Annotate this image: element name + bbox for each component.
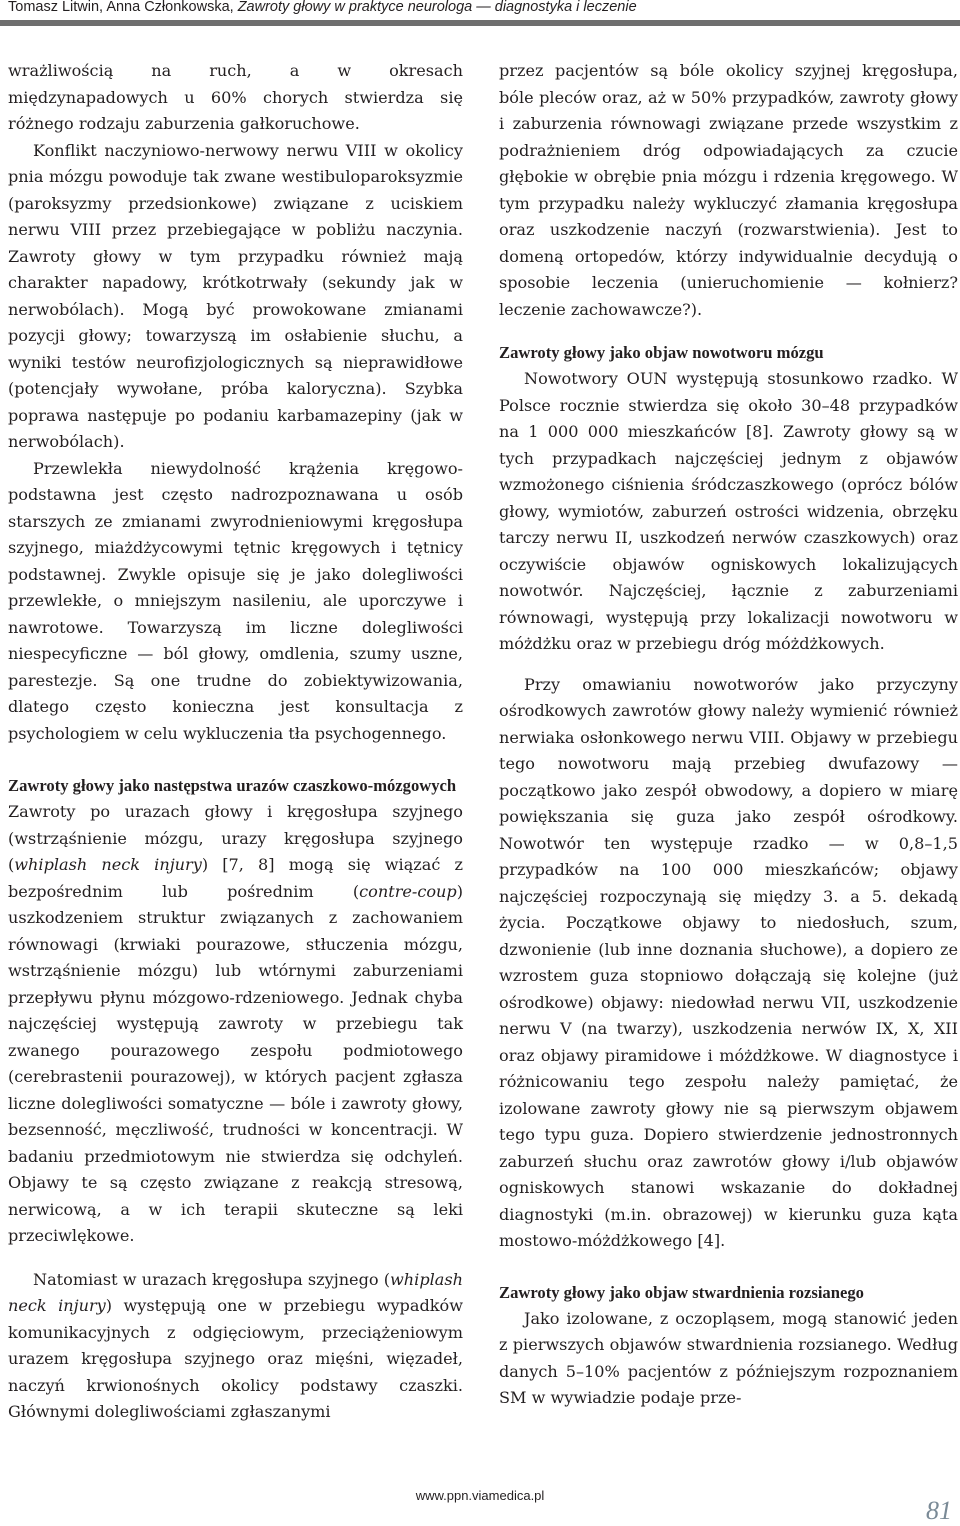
section-heading-ms: Zawroty głowy jako objaw stwardnienia rozsianego [499,1282,864,1302]
text-run: Natomiast w urazach kręgosłupa szyjnego ( [33,1269,391,1289]
left-paragraph-4 [8,799,463,1250]
section-heading-trauma: Zawroty głowy jako następstwa urazów czaszkowo-mózgowych [8,776,457,795]
left-paragraph-1: wrażliwością na ruch, a w okresach międzynapadowych u 60% chorych stwierdza się różnego rodzaju zaburzenia gałkoruchowe. [8,61,463,133]
text-run: ) uszkodzeniem struktur związanych z zachowaniem równowagi (krwiaki pourazowe, stłuczenia mózgu, wstrząśnienie mózgu) lub wtórnymi zaburzeniami przepływu płynu mózgowo-rdzeniowego. Jednak chyba najczęściej występują zawroty w przebiegu tak zwanego pourazowego zespołu podmiotowego (cerebrastenii pourazowej), w których pacjent zgłasza liczne dolegliwości somatyczne — bóle i zawroty głowy, bezsenność, męczliwość, trudności w koncentracji. W badaniu przedmiotowym nie stwierdza się odchyleń. Objawy te są często związane z reakcją stresową, nerwicową, a w ich terapii skuteczne są leki przeciwlękowe. [8,881,463,1245]
right-paragraph-3: Przy omawianiu nowotworów jako przyczyny ośrodkowych zawrotów głowy należy wymienić również nerwiaka osłonkowego nerwu VIII. Objawy w przebiegu tego nowotworu mają przebieg dwufazowy — początkowo jako zespół obwodowy, a dopiero w miarę powiększania się guza jako zespół ośrodkowy. Nowotwór ten występuje rzadko — w 0,8–1,5 przypadków na 100 000 mieszkańców; objawy najczęściej rozpoczynają się między 3. a 5. dekadą życia. Początkowe objawy to niedosłuch, szum, dzwonienie (lub inne doznania słuchowe), a dopiero ze wzrostem guza stopniowo dołączają się kolejne (już ośrodkowe) objawy: niedowład nerwu VII, uszkodzenie nerwu V (na twarzy), uszkodzenia nerwów IX, X, XII oraz objawy piramidowe i móżdżkowe. W diagnostyce i różnicowaniu tego zespołu należy pamiętać, że izolowane zawroty głowy nie są pierwszym objawem tego typu guza. Dopiero stwierdzenie jednostronnych zaburzeń słuchu oraz zawrotów głowy i/lub objawów ogniskowych stanowi wskazanie do dokładnej diagnostyki (m.in. obrazowej) w kierunku guza kąta mostowo-móżdżkowego [4]. [499,674,958,1250]
right-paragraph-2: Nowotwory OUN występują stosunkowo rzadko. W Polsce rocznie stwierdza się około 30–48 przypadków na 1 000 000 mieszkańców [8]. Zawroty głowy są w tych przypadkach najczęściej jednym z objawów wzmożonego ciśnienia śródczaszkowego (oprócz bólów głowy, wymiotów, zaburzeń ostrości widzenia, obrzęku tarczy nerwu II, uszkodzeń nerwów czaszkowych) oraz oczywiście objawów ogniskowych lokalizujących nowotwór. Najczęściej, łącznie z zaburzeniami równowagi, występują przy lokalizacji nowotworu w móżdżku oraz w przebiegu dróg móżdżkowych. [499,369,958,653]
spacer [499,658,958,672]
italic-term: contre-coup [359,881,457,901]
spacer [8,1250,463,1267]
spacer [499,323,958,340]
left-column [8,58,463,1426]
header-title: Zawroty głowy w praktyce neurologa — diagnostyka i leczenie [237,0,637,15]
section-heading-tumor: Zawroty głowy jako objaw nowotworu mózgu [499,343,824,362]
spacer [499,1255,958,1280]
left-paragraph-5 [8,1267,463,1426]
header-rule [0,20,960,26]
left-paragraph-2: Konflikt naczyniowo-nerwowy nerwu VIII w okolicy pnia mózgu powoduje tak zwane westibuloparoksyzmie (paroksyzmy przedsionkowe) związane z uciskiem nerwu VIII przez przebiegające w pobliżu naczynia. Zawroty głowy w tym przypadku również mają charakter napadowy, krótkotrwały (sekundy jak w nerwobólach). Mogą być prowokowane zmianami pozycji głowy; towarzyszą im osłabienie słuchu, a wyniki testów neurofizjologicznych są nieprawidłowe (potencjały wywołane, próba kaloryczna). Szybka poprawa następuje po podaniu karbamazepiny (jak w nerwobólach). [8,140,463,451]
italic-term: whiplash neck injury [8,1269,463,1315]
header-authors: Tomasz Litwin, Anna Członkowska, [8,0,238,15]
left-paragraph-3: Przewlekła niewydolność krążenia kręgowo-podstawna jest często nadrozpoznawana u osób starszych ze zmianami zwyrodnieniowymi kręgosłupa szyjnego, miażdżycowymi tętnic kręgowych i tętnicy podstawnej. Zwykle opisuje się je jako dolegliwości przewlekłe, o mniejszym nasileniu, ale uporczywe i nawrotowe. Towarzyszą im liczne dolegliwości niespecyficzne — ból głowy, omdlenia, szumy uszne, parestezje. Są one trudne do zobiektywizowania, dlatego często konieczna jest konsultacja z psychologiem w celu wykluczenia tła psychogennego. [8,458,463,743]
right-column [499,58,958,1412]
page-number: 81 [926,1496,952,1525]
spacer [8,747,463,773]
italic-term: whiplash neck injury [14,855,202,874]
text-run: Zawroty po urazach głowy i kręgosłupa szyjnego (wstrząśnienie mózgu, urazy kręgosłupa szyjnego ( [8,802,463,874]
right-paragraph-4: Jako izolowane, z oczopląsem, mogą stanowić jeden z pierwszych objawów stwardnienia rozsianego. Według danych 5–10% pacjentów z późniejszym rozpoznaniem SM w wywiadzie podaje prze- [499,1308,958,1407]
footer-url: www.ppn.viamedica.pl [415,1488,545,1503]
text-run: ) [7, 8] mogą się wiązać z bezpośrednim lub pośrednim ( [8,855,463,901]
text-run: ) występują one w przebiegu wypadków komunikacyjnych z odgięciowym, przeciążeniowym urazem kręgosłupa szyjnego oraz mięśni, więzadeł, naczyń krwionośnych okolicy podstawy czaszki. Głównymi dolegliwościami zgłaszanymi [8,1296,463,1421]
right-paragraph-1: przez pacjentów są bóle okolicy szyjnej kręgosłupa, bóle pleców oraz, aż w 50% przypadków, zawroty głowy i zaburzenia równowagi związane przede wszystkim z podrażnieniem dróg odpowiadających za czucie głębokie w obrębie pnia mózgu i rdzenia kręgowego. W tym przypadku należy wykluczyć złamania kręgosłupa oraz uszkodzenie naczyń (rozwarstwienia). Jest to domeną ortopedów, którzy indywidualnie decydują o sposobie leczenia (unieruchomienie — kołnierz? leczenie zachowawcze?). [499,61,958,319]
